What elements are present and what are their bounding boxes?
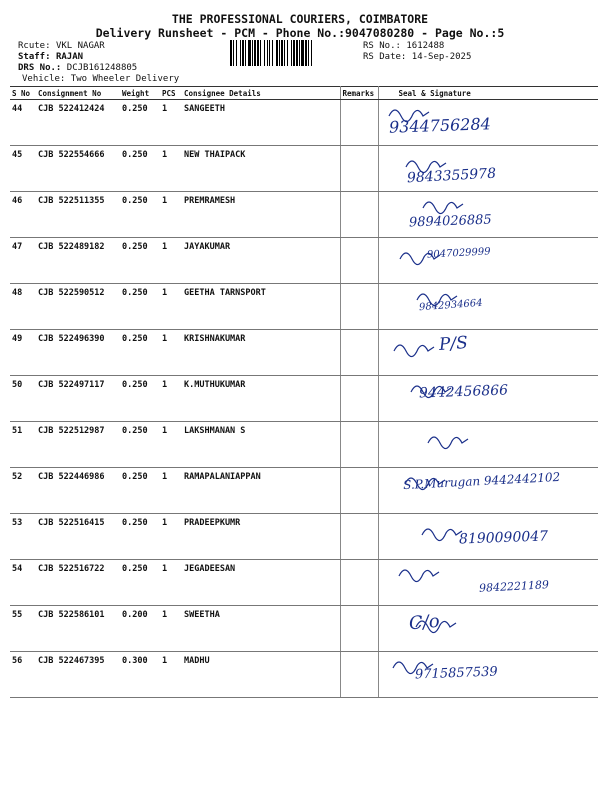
table-row: [10, 238, 598, 284]
cell-weight: 0.250: [120, 514, 160, 560]
drs-value: DCJB161248805: [66, 63, 138, 73]
table-row: [10, 100, 598, 146]
cell-pcs: 1: [160, 330, 182, 376]
cell-remarks: [340, 146, 378, 192]
cell-signature: [378, 192, 598, 238]
signature-text: 9842221189: [478, 578, 549, 595]
signature-text: S.P.Murugan 9442442102: [402, 469, 561, 493]
rs-date-label: RS Date:: [363, 52, 407, 62]
rs-no-value: 1612488: [406, 41, 445, 51]
cell-sno: 54: [10, 560, 36, 606]
cell-signature: [378, 146, 598, 192]
cell-pcs: 1: [160, 146, 182, 192]
cell-consignment-no: CJB 522554666: [36, 146, 120, 192]
cell-consignee: NEW THAIPACK: [182, 146, 340, 192]
cell-sno: 47: [10, 238, 36, 284]
cell-remarks: [340, 606, 378, 652]
cell-consignee: KRISHNAKUMAR: [182, 330, 340, 376]
vehicle-line: [22, 74, 179, 84]
cell-pcs: 1: [160, 606, 182, 652]
cell-weight: 0.200: [120, 606, 160, 652]
cell-weight: 0.250: [120, 422, 160, 468]
table-row: [10, 422, 598, 468]
signature-scribble: [379, 330, 599, 372]
cell-remarks: [340, 652, 378, 698]
cell-weight: 0.250: [120, 192, 160, 238]
cell-sno: 50: [10, 376, 36, 422]
rs-no-line: [363, 41, 444, 51]
cell-pcs: 1: [160, 238, 182, 284]
cell-sno: 55: [10, 606, 36, 652]
cell-consignment-no: CJB 522516415: [36, 514, 120, 560]
signature-text: C/o: [407, 610, 441, 635]
cell-weight: 0.300: [120, 652, 160, 698]
cell-sno: 46: [10, 192, 36, 238]
drs-label: DRS No.:: [18, 63, 62, 73]
cell-signature: [378, 514, 598, 560]
cell-remarks: [340, 514, 378, 560]
signature-scribble: [379, 422, 599, 464]
staff-line: [18, 52, 83, 62]
table-row: [10, 652, 598, 698]
table-row: [10, 192, 598, 238]
cell-consignment-no: CJB 522512987: [36, 422, 120, 468]
table-row: [10, 146, 598, 192]
table-row: [10, 606, 598, 652]
cell-weight: 0.250: [120, 284, 160, 330]
cell-sno: 53: [10, 514, 36, 560]
cell-remarks: [340, 192, 378, 238]
signature-text: 9047029999: [426, 246, 491, 261]
cell-remarks: [340, 468, 378, 514]
cell-pcs: 1: [160, 514, 182, 560]
route-line: [18, 41, 105, 51]
cell-signature: [378, 606, 598, 652]
table-row: [10, 468, 598, 514]
cell-remarks: [340, 238, 378, 284]
cell-sno: 49: [10, 330, 36, 376]
cell-sno: 45: [10, 146, 36, 192]
cell-consignee: PRADEEPKUMR: [182, 514, 340, 560]
staff-label: Staff:: [18, 52, 51, 62]
cell-consignment-no: CJB 522497117: [36, 376, 120, 422]
signature-text: 9843355978: [406, 165, 496, 187]
signature-text: 9442456866: [418, 382, 508, 402]
signature-text: P/S: [437, 333, 468, 355]
table-row: [10, 560, 598, 606]
runsheet-table: [10, 86, 598, 698]
drs-line: [18, 63, 137, 73]
cell-sno: 51: [10, 422, 36, 468]
cell-consignment-no: CJB 522467395: [36, 652, 120, 698]
rs-date-value: 14-Sep-2025: [411, 52, 472, 62]
cell-consignment-no: CJB 522489182: [36, 238, 120, 284]
col-consignment: Consignment No: [36, 87, 120, 100]
runsheet-subtitle: Delivery Runsheet - PCM - Phone No.:9047080280 - Page No.:5: [95, 26, 505, 40]
cell-consignee: MADHU: [182, 652, 340, 698]
cell-weight: 0.250: [120, 468, 160, 514]
col-consignee: Consignee Details: [182, 87, 340, 100]
cell-sno: 48: [10, 284, 36, 330]
cell-weight: 0.250: [120, 560, 160, 606]
cell-signature: [378, 100, 598, 146]
cell-consignment-no: CJB 522446986: [36, 468, 120, 514]
cell-remarks: [340, 100, 378, 146]
cell-consignee: JEGADEESAN: [182, 560, 340, 606]
cell-consignee: K.MUTHUKUMAR: [182, 376, 340, 422]
cell-consignee: LAKSHMANAN S: [182, 422, 340, 468]
barcode-image: [230, 40, 358, 66]
cell-consignment-no: CJB 522511355: [36, 192, 120, 238]
table-row: [10, 376, 598, 422]
cell-weight: 0.250: [120, 146, 160, 192]
route-label: Rcute:: [18, 41, 51, 51]
signature-text: 9715857539: [414, 664, 498, 683]
cell-weight: 0.250: [120, 376, 160, 422]
col-sno: S No: [10, 87, 36, 100]
cell-consignee: JAYAKUMAR: [182, 238, 340, 284]
cell-pcs: 1: [160, 376, 182, 422]
cell-weight: 0.250: [120, 330, 160, 376]
cell-signature: [378, 376, 598, 422]
cell-signature: [378, 560, 598, 606]
cell-consignee: SWEETHA: [182, 606, 340, 652]
signature-scribble: [379, 284, 599, 326]
signature-text: 9842934664: [418, 297, 483, 314]
cell-consignee: RAMAPALANIAPPAN: [182, 468, 340, 514]
cell-remarks: [340, 330, 378, 376]
col-weight: Weight: [120, 87, 160, 100]
cell-consignee: GEETHA TARNSPORT: [182, 284, 340, 330]
vehicle-label: Vehicle:: [22, 74, 66, 84]
cell-consignment-no: CJB 522412424: [36, 100, 120, 146]
cell-pcs: 1: [160, 100, 182, 146]
cell-signature: [378, 422, 598, 468]
cell-consignment-no: CJB 522586101: [36, 606, 120, 652]
cell-pcs: 1: [160, 284, 182, 330]
signature-text: 8190090047: [458, 528, 548, 548]
cell-pcs: 1: [160, 652, 182, 698]
cell-remarks: [340, 560, 378, 606]
cell-remarks: [340, 376, 378, 422]
cell-signature: [378, 468, 598, 514]
signature-scribble: [379, 238, 599, 280]
cell-remarks: [340, 284, 378, 330]
cell-consignment-no: CJB 522590512: [36, 284, 120, 330]
rs-date-line: [363, 52, 471, 62]
cell-consignee: PREMRAMESH: [182, 192, 340, 238]
table-row: [10, 284, 598, 330]
cell-sno: 56: [10, 652, 36, 698]
cell-consignment-no: CJB 522496390: [36, 330, 120, 376]
company-title: THE PROFESSIONAL COURIERS, COIMBATORE: [171, 12, 429, 26]
cell-pcs: 1: [160, 422, 182, 468]
col-remarks: Remarks: [340, 87, 378, 100]
col-signature: Seal & Signature: [378, 87, 598, 100]
cell-remarks: [340, 422, 378, 468]
vehicle-value: Two Wheeler Delivery: [70, 74, 180, 84]
cell-signature: [378, 330, 598, 376]
col-pcs: PCS: [160, 87, 182, 100]
cell-consignment-no: CJB 522516722: [36, 560, 120, 606]
cell-signature: [378, 652, 598, 698]
staff-value: RAJAN: [55, 52, 84, 62]
cell-sno: 52: [10, 468, 36, 514]
cell-consignee: SANGEETH: [182, 100, 340, 146]
cell-pcs: 1: [160, 560, 182, 606]
cell-signature: [378, 284, 598, 330]
route-value: VKL NAGAR: [55, 41, 105, 51]
cell-pcs: 1: [160, 192, 182, 238]
rs-no-label: RS No.:: [363, 41, 401, 51]
table-header-row: [10, 87, 598, 100]
table-row: [10, 330, 598, 376]
signature-text: 9894026885: [408, 212, 492, 231]
cell-weight: 0.250: [120, 238, 160, 284]
cell-sno: 44: [10, 100, 36, 146]
cell-signature: [378, 238, 598, 284]
cell-pcs: 1: [160, 468, 182, 514]
table-row: [10, 514, 598, 560]
signature-text: 9344756284: [388, 114, 491, 137]
cell-weight: 0.250: [120, 100, 160, 146]
